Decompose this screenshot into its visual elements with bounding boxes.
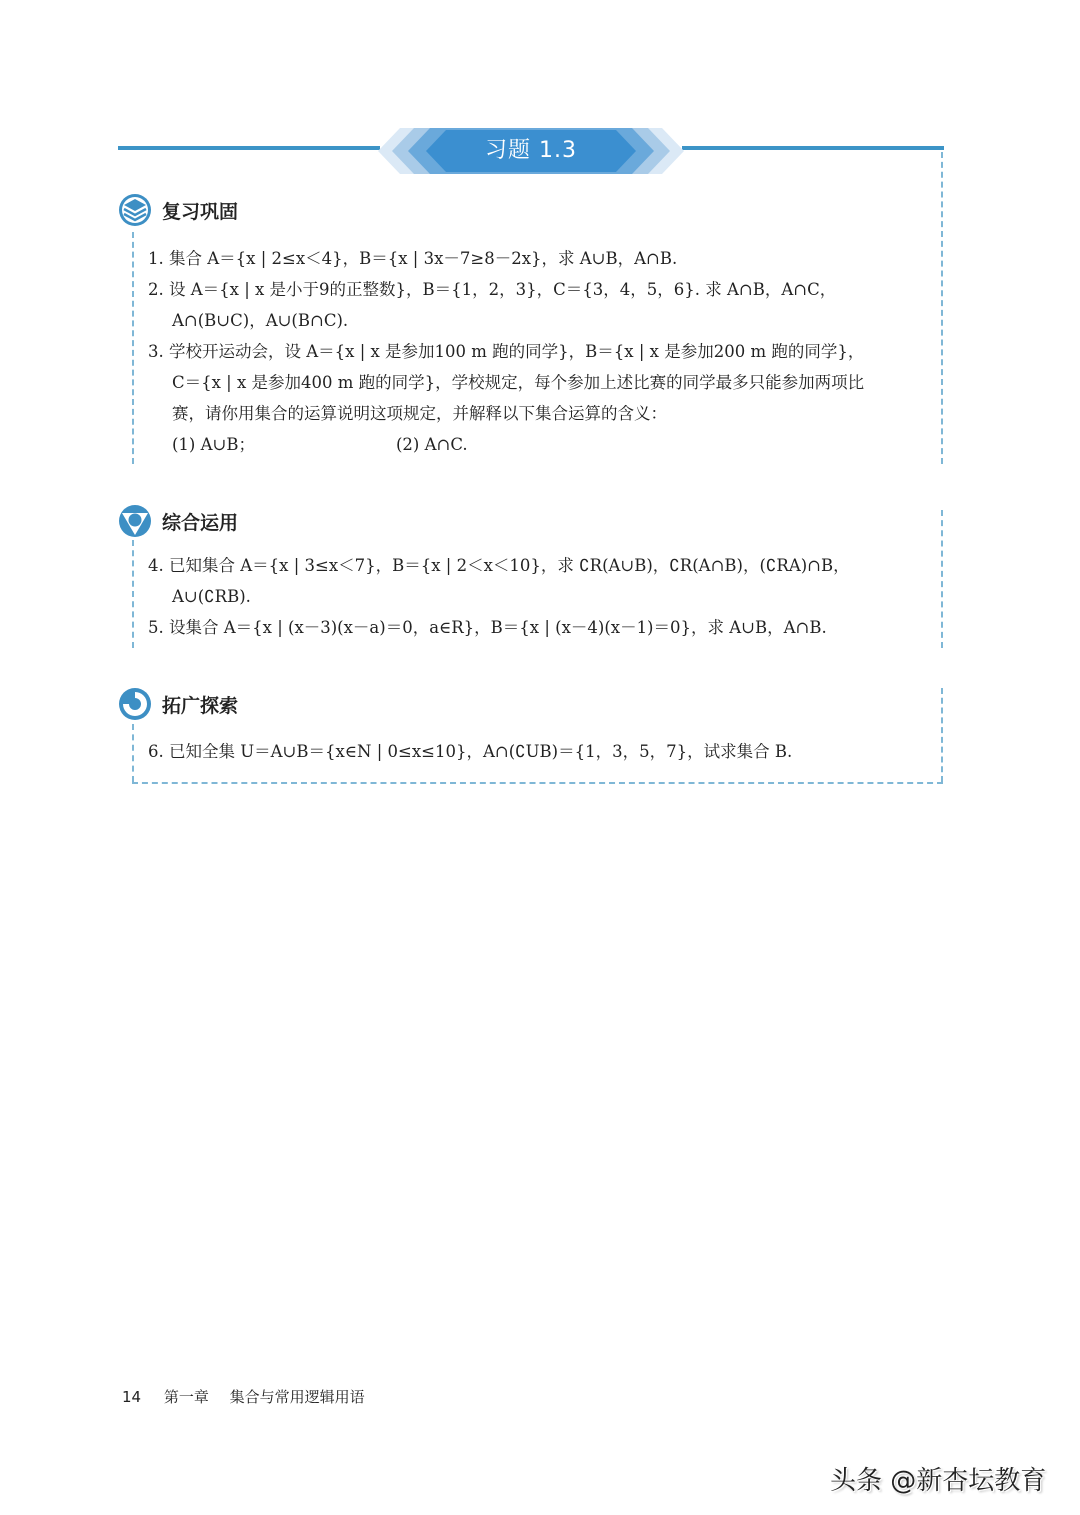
problem-1 xyxy=(148,243,938,274)
exercise-banner xyxy=(378,128,684,174)
problem-line: C＝{x | x 是参加400 m 跑的同学}，学校规定，每个参加上述比赛的同学最多只能参加两项比 xyxy=(172,373,865,392)
section-3-border-right xyxy=(941,688,943,782)
subitem-1: (1) A∪B； xyxy=(172,435,255,454)
chapter-label: 第一章 xyxy=(163,1388,209,1406)
layers-icon xyxy=(118,193,152,227)
chapter-title: 集合与常用逻辑用语 xyxy=(229,1388,365,1406)
header-rule-left xyxy=(118,146,380,150)
section-title: 复习巩固 xyxy=(162,200,239,223)
problem-line: A∩(B∪C)，A∪(B∩C). xyxy=(172,311,349,330)
problem-6 xyxy=(148,736,938,767)
problem-line: 2. 设 A＝{x | x 是小于9的正整数}，B＝{1，2，3}，C＝{3，4，5，6}. 求 A∩B，A∩C， xyxy=(148,280,837,299)
section-3-border-left xyxy=(132,724,134,782)
target-triangle-icon xyxy=(118,504,152,538)
spiral-circle-icon xyxy=(118,687,152,721)
section-1-border-left xyxy=(132,232,134,464)
problem-line: 4. 已知集合 A＝{x | 3≤x＜7}，B＝{x | 2＜x＜10}，求 ∁R(A∪B)，∁R(A∩B)，(∁RA)∩B， xyxy=(148,556,850,575)
section-title: 拓广探索 xyxy=(162,694,239,717)
subitem-2: (2) A∩C. xyxy=(396,435,468,454)
section-review-header xyxy=(118,192,238,228)
section-1-border-right xyxy=(941,152,943,464)
problem-3 xyxy=(148,336,938,460)
problem-2 xyxy=(148,274,938,336)
problem-line: 5. 设集合 A＝{x | (x－3)(x－a)＝0，a∈R}，B＝{x | (x－4)(x－1)＝0}，求 A∪B，A∩B. xyxy=(148,618,827,637)
problem-line: A∪(∁RB). xyxy=(172,587,251,606)
section-title: 综合运用 xyxy=(162,511,239,534)
problem-subitems xyxy=(148,429,938,460)
section-application-header xyxy=(118,503,238,539)
problem-line: 赛，请你用集合的运算说明这项规定，并解释以下集合运算的含义： xyxy=(172,404,667,423)
exercise-title: 习题 1.3 xyxy=(485,138,577,163)
problem-4 xyxy=(148,550,938,612)
header-rule-right xyxy=(682,146,944,150)
page-number: 14 xyxy=(122,1388,142,1406)
section-2-border-left xyxy=(132,540,134,648)
problem-line: 6. 已知全集 U＝A∪B＝{x∈N | 0≤x≤10}，A∩(∁UB)＝{1，3，5，7}，试求集合 B. xyxy=(148,742,793,761)
problem-5 xyxy=(148,612,938,643)
problem-line: 3. 学校开运动会，设 A＝{x | x 是参加100 m 跑的同学}，B＝{x | x 是参加200 m 跑的同学}， xyxy=(148,342,865,361)
section-exploration-header xyxy=(118,686,238,722)
page-footer xyxy=(122,1386,365,1407)
problem-line: 1. 集合 A＝{x | 2≤x＜4}，B＝{x | 3x－7≥8－2x}，求 A∪B，A∩B. xyxy=(148,249,678,268)
watermark: 头条 @新杏坛教育 xyxy=(830,1466,1047,1496)
section-2-border-right xyxy=(941,510,943,648)
section-3-border-bottom xyxy=(132,782,943,784)
